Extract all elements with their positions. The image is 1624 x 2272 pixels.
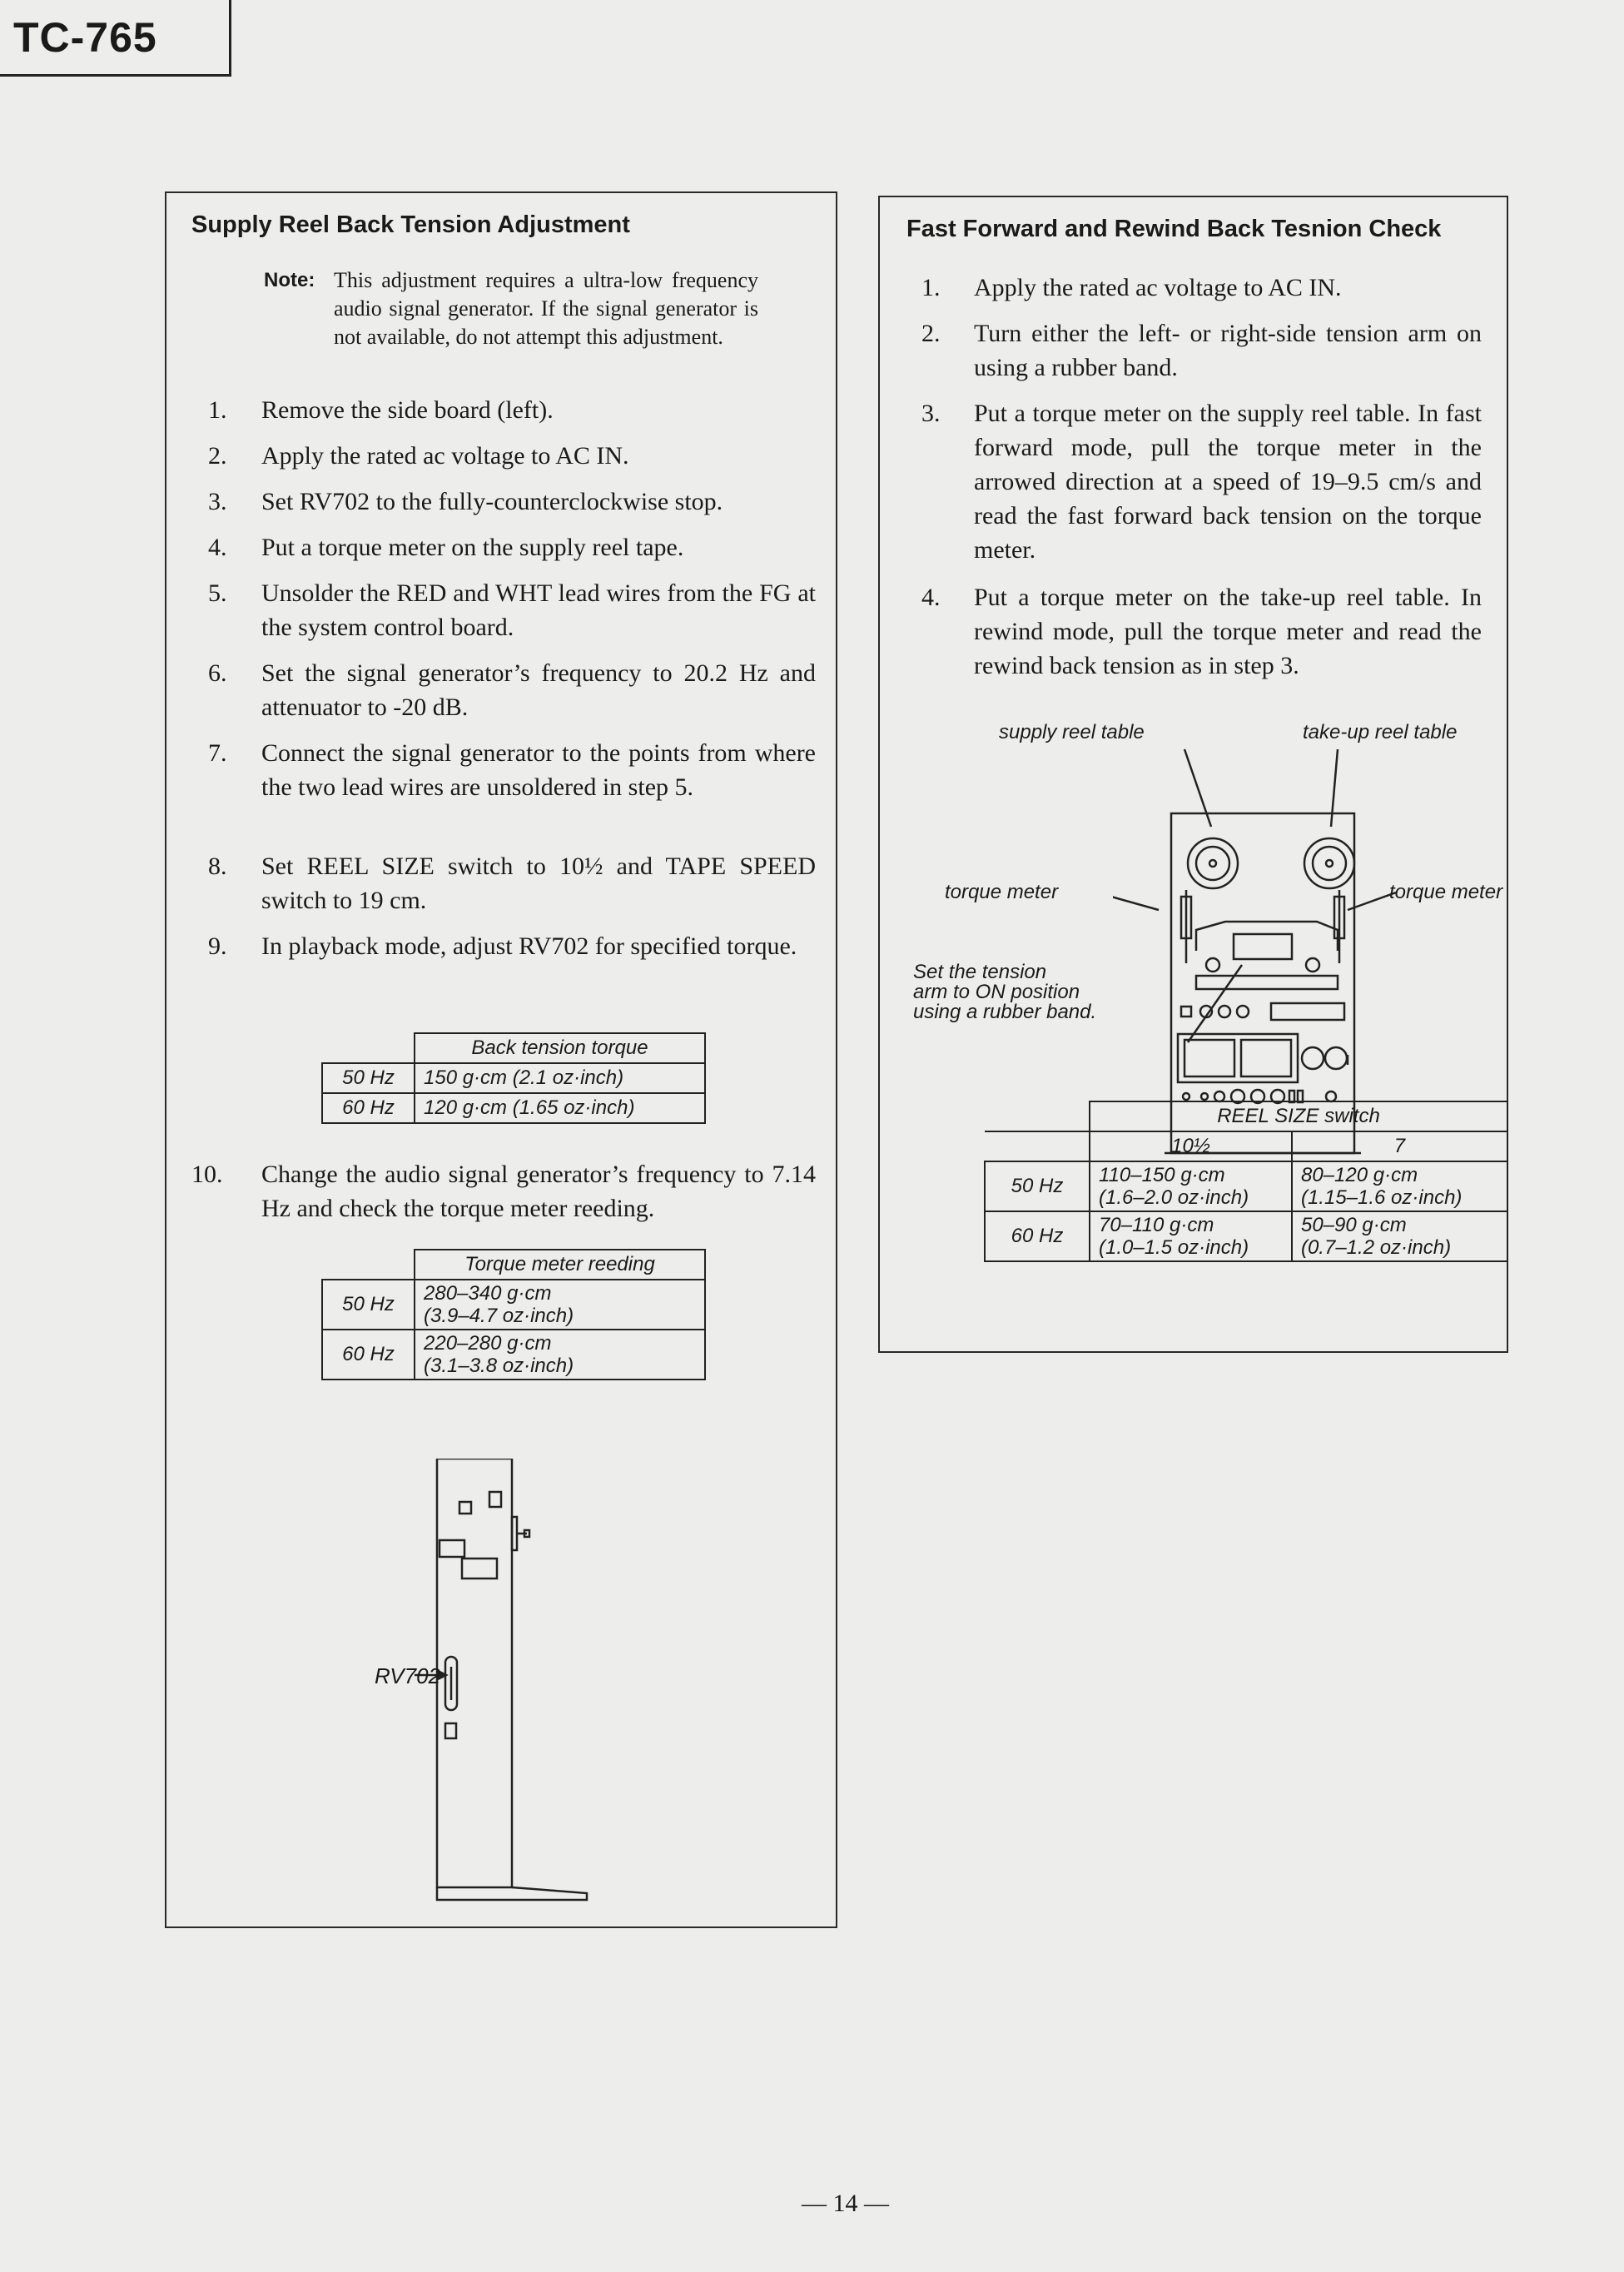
step-number: 4. xyxy=(921,584,941,611)
value-line: 110–150 g·cm xyxy=(1099,1164,1225,1186)
step-number: 8. xyxy=(208,853,227,880)
takeup-reel-label: take-up reel table xyxy=(1303,721,1458,743)
freq-cell: 50 Hz xyxy=(985,1161,1090,1211)
side-board-figure xyxy=(358,1459,633,1925)
step-number: 7. xyxy=(208,739,227,767)
value-line: (1.15–1.6 oz·inch) xyxy=(1300,1186,1463,1209)
table-row xyxy=(322,1093,705,1123)
torque-meter-table xyxy=(321,1249,706,1380)
back-tension-table xyxy=(321,1032,706,1124)
step-text: Unsolder the RED and WHT lead wires from the FG at the system control board. xyxy=(261,579,816,641)
panel-title: Fast Forward and Rewind Back Tesnion Check xyxy=(906,216,1442,242)
step-text: Put a torque meter on the supply reel tape. xyxy=(261,534,684,561)
value-cell xyxy=(1292,1211,1507,1261)
model-tag: TC-765 xyxy=(0,0,231,77)
table-row xyxy=(985,1211,1507,1261)
value-line: 50–90 g·cm xyxy=(1300,1214,1407,1236)
column-header: 7 xyxy=(1292,1131,1507,1161)
step-text: Turn either the left- or right-side tension arm on using a rubber band. xyxy=(974,320,1482,381)
value-cell xyxy=(1292,1161,1507,1211)
step-number: 3. xyxy=(208,488,227,515)
rv702-label: RV702 xyxy=(375,1663,441,1688)
value-cell xyxy=(1090,1161,1292,1211)
page-number: — 14 — xyxy=(802,2190,889,2217)
table-row xyxy=(322,1280,705,1330)
step-text: In playback mode, adjust RV702 for specified torque. xyxy=(261,932,797,960)
table-header: Torque meter reeding xyxy=(415,1250,705,1280)
tension-note-line: Set the tension xyxy=(913,961,1047,983)
step-number: 6. xyxy=(208,659,227,687)
value-cell xyxy=(415,1330,705,1380)
step-text: Set REEL SIZE switch to 10½ and TAPE SPEED switch to 19 cm. xyxy=(261,853,816,914)
step-text: Change the audio signal generator’s frequency to 7.14 Hz and check the torque meter reeding. xyxy=(261,1161,816,1222)
table-row xyxy=(322,1063,705,1093)
step-number: 1. xyxy=(208,396,227,424)
step-number: 5. xyxy=(208,579,227,607)
value-line: (1.0–1.5 oz·inch) xyxy=(1099,1236,1249,1259)
value-cell xyxy=(1090,1211,1292,1261)
value-cell: 120 g·cm (1.65 oz·inch) xyxy=(415,1093,705,1123)
step-number: 3. xyxy=(921,400,941,427)
value-line: 70–110 g·cm xyxy=(1099,1214,1214,1236)
supply-reel-label: supply reel table xyxy=(999,721,1145,743)
step-text: Set RV702 to the fully-counterclockwise stop. xyxy=(261,488,723,515)
step-text: Apply the rated ac voltage to AC IN. xyxy=(974,274,1342,301)
step-text: Apply the rated ac voltage to AC IN. xyxy=(261,442,629,470)
value-line: 220–280 g·cm xyxy=(424,1332,552,1355)
table-row xyxy=(322,1330,705,1380)
table-header: Back tension torque xyxy=(415,1033,705,1063)
step-number: 2. xyxy=(921,320,941,347)
freq-cell: 50 Hz xyxy=(322,1280,415,1330)
step-number: 1. xyxy=(921,274,941,301)
freq-cell: 60 Hz xyxy=(322,1093,415,1123)
value-line: 80–120 g·cm xyxy=(1300,1164,1418,1186)
step-text: Connect the signal generator to the points from where the two lead wires are unsoldered in step 5. xyxy=(261,739,816,801)
tension-note-line: using a rubber band. xyxy=(913,1001,1097,1023)
step-number: 9. xyxy=(208,932,227,960)
step-number: 10. xyxy=(191,1161,223,1188)
supply-reel-panel xyxy=(165,191,837,1928)
value-line: (0.7–1.2 oz·inch) xyxy=(1300,1236,1452,1259)
tension-note-line: arm to ON position xyxy=(913,981,1080,1003)
step-number: 4. xyxy=(208,534,227,561)
column-header: 10½ xyxy=(1090,1131,1292,1161)
value-cell xyxy=(415,1280,705,1330)
freq-cell: 60 Hz xyxy=(985,1211,1090,1261)
freq-cell: 60 Hz xyxy=(322,1330,415,1380)
value-line: (1.6–2.0 oz·inch) xyxy=(1099,1186,1249,1209)
value-line: 280–340 g·cm xyxy=(424,1282,552,1305)
note-text: This adjustment requires a ultra-low frequency audio signal generator. If the signal generator is not available, do not attempt this adjustment. xyxy=(334,268,758,349)
torque-meter-label-right: torque meter xyxy=(1389,881,1503,903)
step-text: Remove the side board (left). xyxy=(261,396,554,424)
torque-meter-label-left: torque meter xyxy=(945,881,1059,903)
value-line: (3.9–4.7 oz·inch) xyxy=(424,1305,574,1327)
note-label: Note: xyxy=(264,269,315,291)
step-text: Put a torque meter on the supply reel table. In fast forward mode, pull the torque meter in the arrowed direction at a speed of 19–9.5 cm/s and read the fast forward back tension on the torque meter. xyxy=(974,400,1482,564)
step-number: 2. xyxy=(208,442,227,470)
reel-size-table xyxy=(984,1101,1508,1262)
value-line: (3.1–3.8 oz·inch) xyxy=(424,1355,574,1377)
panel-title: Supply Reel Back Tension Adjustment xyxy=(191,211,630,238)
fast-forward-panel xyxy=(878,196,1508,1353)
freq-cell: 50 Hz xyxy=(322,1063,415,1093)
step-text: Set the signal generator’s frequency to 20.2 Hz and attenuator to -20 dB. xyxy=(261,659,816,721)
value-cell: 150 g·cm (2.1 oz·inch) xyxy=(415,1063,705,1093)
table-header: REEL SIZE switch xyxy=(1090,1101,1507,1131)
table-row xyxy=(985,1161,1507,1211)
step-text: Put a torque meter on the take-up reel table. In rewind mode, pull the torque meter and read the rewind back tension as in step 3. xyxy=(974,584,1482,679)
